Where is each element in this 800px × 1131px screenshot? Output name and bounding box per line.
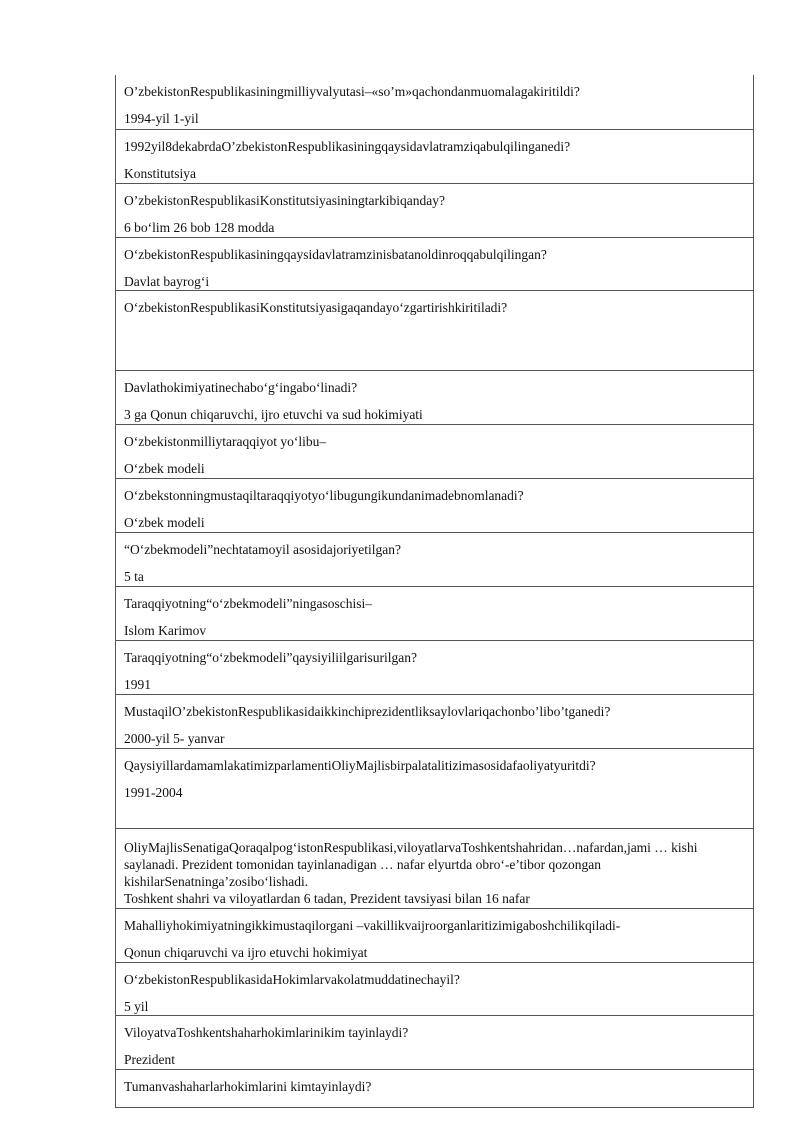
answer-text: Prezident bbox=[124, 1052, 175, 1067]
question-text: QaysiyillardamamlakatimizparlamentiOliyMajlisbirpalatalitizimasosidafaoliyatyuritdi? bbox=[124, 758, 596, 773]
question-text: Taraqqiyotning“o‘zbekmodeli”ningasoschisi– bbox=[124, 596, 372, 611]
table-row bbox=[116, 695, 753, 749]
table-row bbox=[116, 184, 753, 238]
table-row bbox=[116, 533, 753, 587]
table-row bbox=[116, 479, 753, 533]
table-row bbox=[116, 1070, 753, 1108]
answer-text: 1991 bbox=[124, 677, 151, 692]
question-text: O‘zbekstonningmustaqiltaraqqiyotyo‘libugungikundanimadebnomlanadi? bbox=[124, 488, 524, 503]
table-row bbox=[116, 641, 753, 695]
answer-text: O‘zbek modeli bbox=[124, 515, 205, 530]
question-text: 1992yil8dekabrdaO’zbekistonRespublikasiningqaysidavlatramziqabulqilinganedi? bbox=[124, 139, 571, 154]
table-row bbox=[116, 75, 753, 130]
question-text: Davlathokimiyatinechabo‘g‘ingabo‘linadi? bbox=[124, 380, 358, 395]
table-row bbox=[116, 238, 753, 291]
question-text: OliyMajlisSenatigaQoraqalpog‘istonRespublikasi,viloyatlarvaToshkentshahridan…nafardan,jami … kishi saylanadi. Prezident tomonidan tayinlanadigan … nafar elyurtda obro‘-e’tibor qozongan kishilarSenatninga’zosibo‘lishadi. bbox=[124, 840, 698, 889]
table-row bbox=[116, 587, 753, 641]
answer-text: O‘zbek modeli bbox=[124, 461, 205, 476]
answer-text: 1991-2004 bbox=[124, 785, 183, 800]
question-text: O‘zbekistonRespublikasiningqaysidavlatramzinisbatanoldinroqqabulqilingan? bbox=[124, 247, 547, 262]
answer-text: 6 bo‘lim 26 bob 128 modda bbox=[124, 220, 275, 235]
table-row bbox=[116, 963, 753, 1016]
answer-text: Islom Karimov bbox=[124, 623, 207, 638]
question-text: Mahalliyhokimiyatningikkimustaqilorgani –vakillikvaijroorganlaritizimigaboshchilikqiladi- bbox=[124, 918, 621, 933]
table-row bbox=[116, 425, 753, 479]
table-row bbox=[116, 130, 753, 184]
answer-text: 1994-yil 1-yil bbox=[124, 111, 199, 126]
question-text: O’zbekistonRespublikasiKonstitutsiyasiningtarkibiqanday? bbox=[124, 193, 445, 208]
qa-table bbox=[115, 75, 754, 1108]
question-text: “O‘zbekmodeli”nechtatamoyil asosidajoriyetilgan? bbox=[124, 542, 402, 557]
table-row bbox=[116, 371, 753, 425]
question-text: O‘zbekistonRespublikasiKonstitutsiyasigaqandayo‘zgartirishkiritiladi? bbox=[124, 300, 508, 315]
answer-text: Konstitutsiya bbox=[124, 166, 197, 181]
question-text: Taraqqiyotning“o‘zbekmodeli”qaysiyiliilgarisurilgan? bbox=[124, 650, 417, 665]
question-text: ViloyatvaToshkentshaharhokimlarinikim tayinlaydi? bbox=[124, 1025, 409, 1040]
question-text: O’zbekistonRespublikasiningmilliyvalyutasi–«so’m»qachondanmuomalagakiritildi? bbox=[124, 84, 580, 99]
answer-text: 2000-yil 5- yanvar bbox=[124, 731, 225, 746]
table-row bbox=[116, 909, 753, 963]
answer-text: Davlat bayrog‘i bbox=[124, 274, 210, 289]
answer-text: 3 ga Qonun chiqaruvchi, ijro etuvchi va sud hokimiyati bbox=[124, 407, 423, 422]
answer-text: Qonun chiqaruvchi va ijro etuvchi hokimiyat bbox=[124, 945, 368, 960]
table-row bbox=[116, 1016, 753, 1070]
question-text: O‘zbekistonRespublikasidaHokimlarvakolatmuddatinechayil? bbox=[124, 972, 460, 987]
answer-text: Toshkent shahri va viloyatlardan 6 tadan, Prezident tavsiyasi bilan 16 nafar bbox=[124, 891, 530, 906]
question-text: MustaqilO’zbekistonRespublikasidaikkinchiprezidentliksaylovlariqachonbo’libo’tganedi? bbox=[124, 704, 611, 719]
table-row bbox=[116, 829, 753, 909]
answer-text: 5 ta bbox=[124, 569, 144, 584]
answer-text: 5 yil bbox=[124, 999, 149, 1014]
question-text: O‘zbekistonmilliytaraqqiyot yo‘libu– bbox=[124, 434, 327, 449]
table-row bbox=[116, 291, 753, 371]
table-row bbox=[116, 749, 753, 829]
question-text: Tumanvashaharlarhokimlarini kimtayinlaydi? bbox=[124, 1079, 372, 1094]
